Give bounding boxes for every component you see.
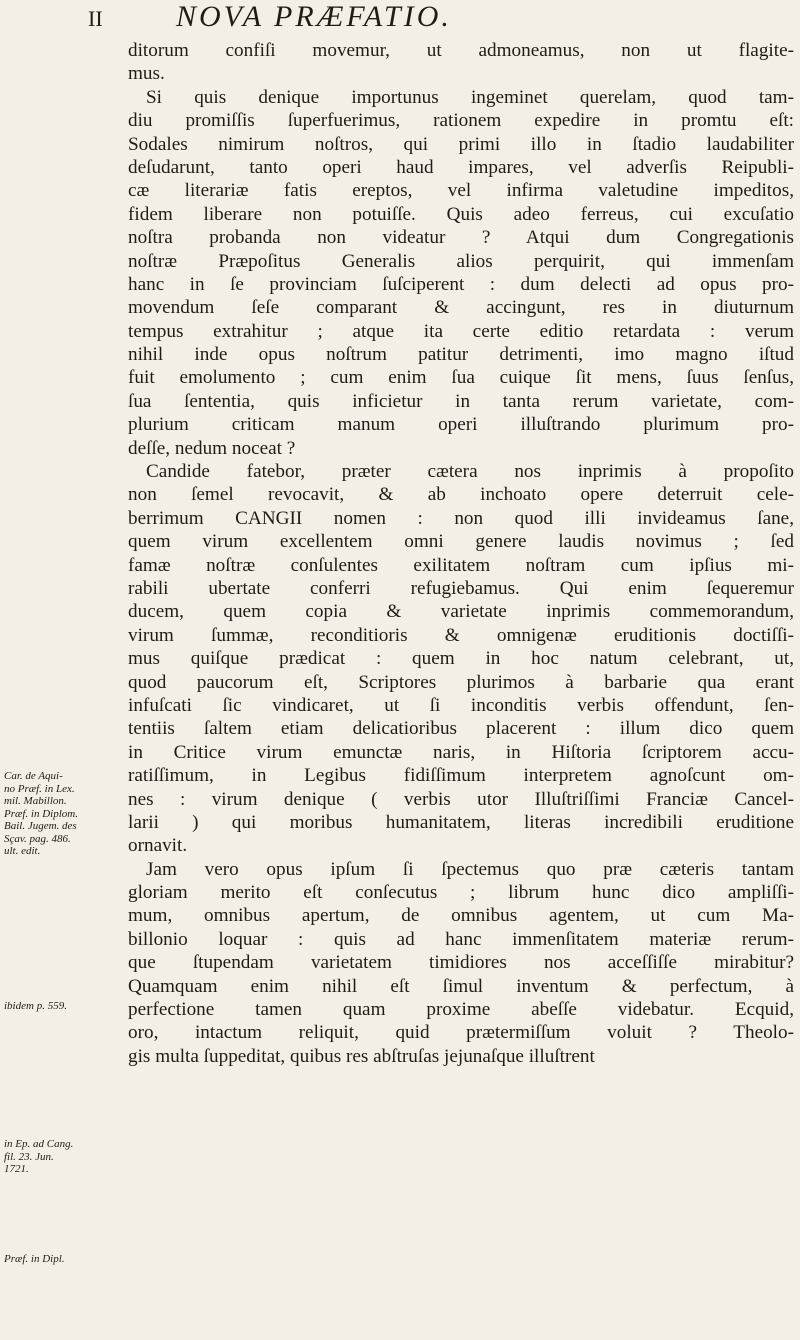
text-line: nes : virum denique ( verbis utor Illuſtriſſimi Franciæ Cancel- [128,788,794,810]
text-line: deſudarunt, tanto operi haud impares, vel adverſis Reipubli- [128,156,794,178]
paragraph [128,858,794,1069]
text-line: movendum ſeſe comparant & accingunt, res in diuturnum [128,297,794,319]
margin-note-line: Præf. in Dipl. [4,1253,65,1265]
page-number: II [88,6,103,31]
margin-note-line: ibidem p. 559. [4,1000,67,1012]
text-line: famæ noſtræ conſulentes exilitatem noſtram cum ipſius mi- [128,554,794,576]
text-line: Si quis denique importunus ingeminet querelam, quod tam- [146,86,794,108]
text-line: mum, omnibus apertum, de omnibus agentem, ut cum Ma- [128,905,794,927]
margin-note-line: Bail. Jugem. des [4,820,77,832]
paragraph [128,39,794,86]
text-line: Candide fatebor, præter cætera nos inprimis à propoſito [146,461,794,483]
margin-note-line: fil. 23. Jun. [4,1150,54,1163]
text-line: noſtræ Præpoſitus Generalis alios perquirit, qui immenſam [128,250,794,272]
text-line: non ſemel revocavit, & ab inchoato opere deterruit cele- [128,484,794,506]
text-line: mus quiſque prædicat : quem in hoc natum celebrant, ut, [128,648,794,670]
text-line: ſua ſententia, quis inficietur in tanta rerum varietate, com- [128,390,794,412]
paragraph [128,86,794,460]
text-line: ornavit. [128,835,188,857]
text-line: cæ literariæ fatis ereptos, vel infirma valetudine impeditos, [128,180,794,202]
text-line: que ſtupendam varietatem timidiores nos acceſſiſſe mirabitur? [128,952,794,974]
margin-note-line: in Ep. ad Cang. [4,1138,74,1150]
text-line: plurium criticam manum operi illuſtrando plurimum pro- [128,414,794,436]
text-line: infuſcati ſic vindicaret, ut ſi inconditis verbis offendunt, ſen- [128,694,794,716]
text-line: noſtra probanda non videatur ? Atqui dum Congregationis [128,227,794,249]
text-line: nihil inde opus noſtrum patitur detrimenti, imo magno iſtud [128,344,794,366]
text-line: virum ſummæ, reconditioris & omnigenæ eruditionis doctiſſi- [128,624,794,646]
margin-note [4,1253,128,1266]
text-line: rabili ubertate conferri refugiebamus. Qui enim ſequeremur [128,577,794,599]
text-line: quod paucorum eſt, Scriptores plurimos à barbarie qua erant [128,671,794,693]
text-line: billonio loquar : quis ad hanc immenſitatem materiæ rerum- [128,928,794,950]
text-line: ditorum confiſi movemur, ut admoneamus, non ut flagite- [128,40,794,61]
margin-note-line: Sçav. pag. 486. [4,832,71,845]
body-text [128,39,794,1068]
margin-note [4,1138,128,1176]
margin-note-line: Præf. in Diplom. [4,807,78,820]
margin-note-line: no Præf. in Lex. [4,782,75,795]
text-line: quem virum excellentem omni genere laudis novimus ; ſed [128,531,794,553]
text-line: Jam vero opus ipſum ſi ſpectemus quo præ cæteris tantam [146,858,794,880]
margin-note-line: 1721. [4,1163,29,1175]
text-line: oro, intactum reliquit, quid prætermiſſum voluit ? Theolo- [128,1022,794,1044]
paragraph [128,460,794,858]
text-line: tentiis ſaltem etiam delicatioribus placerent : illum dico quem [128,718,794,740]
margin-note [4,1000,128,1013]
running-title: NOVA PRÆFATIO. [176,0,452,33]
margin-note-line: mil. Mabillon. [4,795,67,807]
text-line: gloriam merito eſt conſecutus ; librum hunc dico ampliſſi- [128,882,794,904]
text-line: Quamquam enim nihil eſt ſimul inventum & perfectum, à [128,975,794,997]
text-line: mus. [128,63,165,85]
margin-note [4,770,128,858]
text-line: tempus extrahitur ; atque ita certe editio retardata : verum [128,320,794,342]
text-line: fuit emolumento ; cum enim ſua cuique ſit mens, ſuus ſenſus, [128,367,794,389]
text-line: fidem liberare non potuiſſe. Quis adeo ferreus, cui excuſatio [128,203,794,225]
text-line: perfectione tamen quam proxime abeſſe videbatur. Ecquid, [128,999,794,1021]
text-line: gis multa ſuppeditat, quibus res abſtruſas jejunaſque illuſtrent [128,1045,595,1067]
text-line: larii ) qui moribus humanitatem, literas incredibili eruditione [128,811,794,833]
margin-note-line: ult. edit. [4,845,41,857]
text-line: deſſe, nedum noceat ? [128,437,296,459]
text-line: ducem, quem copia & varietate inprimis commemorandum, [128,601,794,623]
text-line: berrimum CANGII nomen : non quod illi invideamus ſane, [128,507,794,529]
margin-note-line: Car. de Aqui- [4,770,63,782]
text-line: in Critice virum emunctæ naris, in Hiſtoria ſcriptorem accu- [128,741,794,763]
text-line: diu promiſſis ſuperfuerimus, rationem expedire in promtu eſt: [128,110,794,132]
text-line: Sodales nimirum noſtros, qui primi illo in ſtadio laudabiliter [128,133,794,155]
text-line: ratiſſimum, in Legibus fidiſſimum interpretem agnoſcunt om- [128,765,794,787]
text-line: hanc in ſe provinciam ſuſciperent : dum delecti ad opus pro- [128,273,794,295]
